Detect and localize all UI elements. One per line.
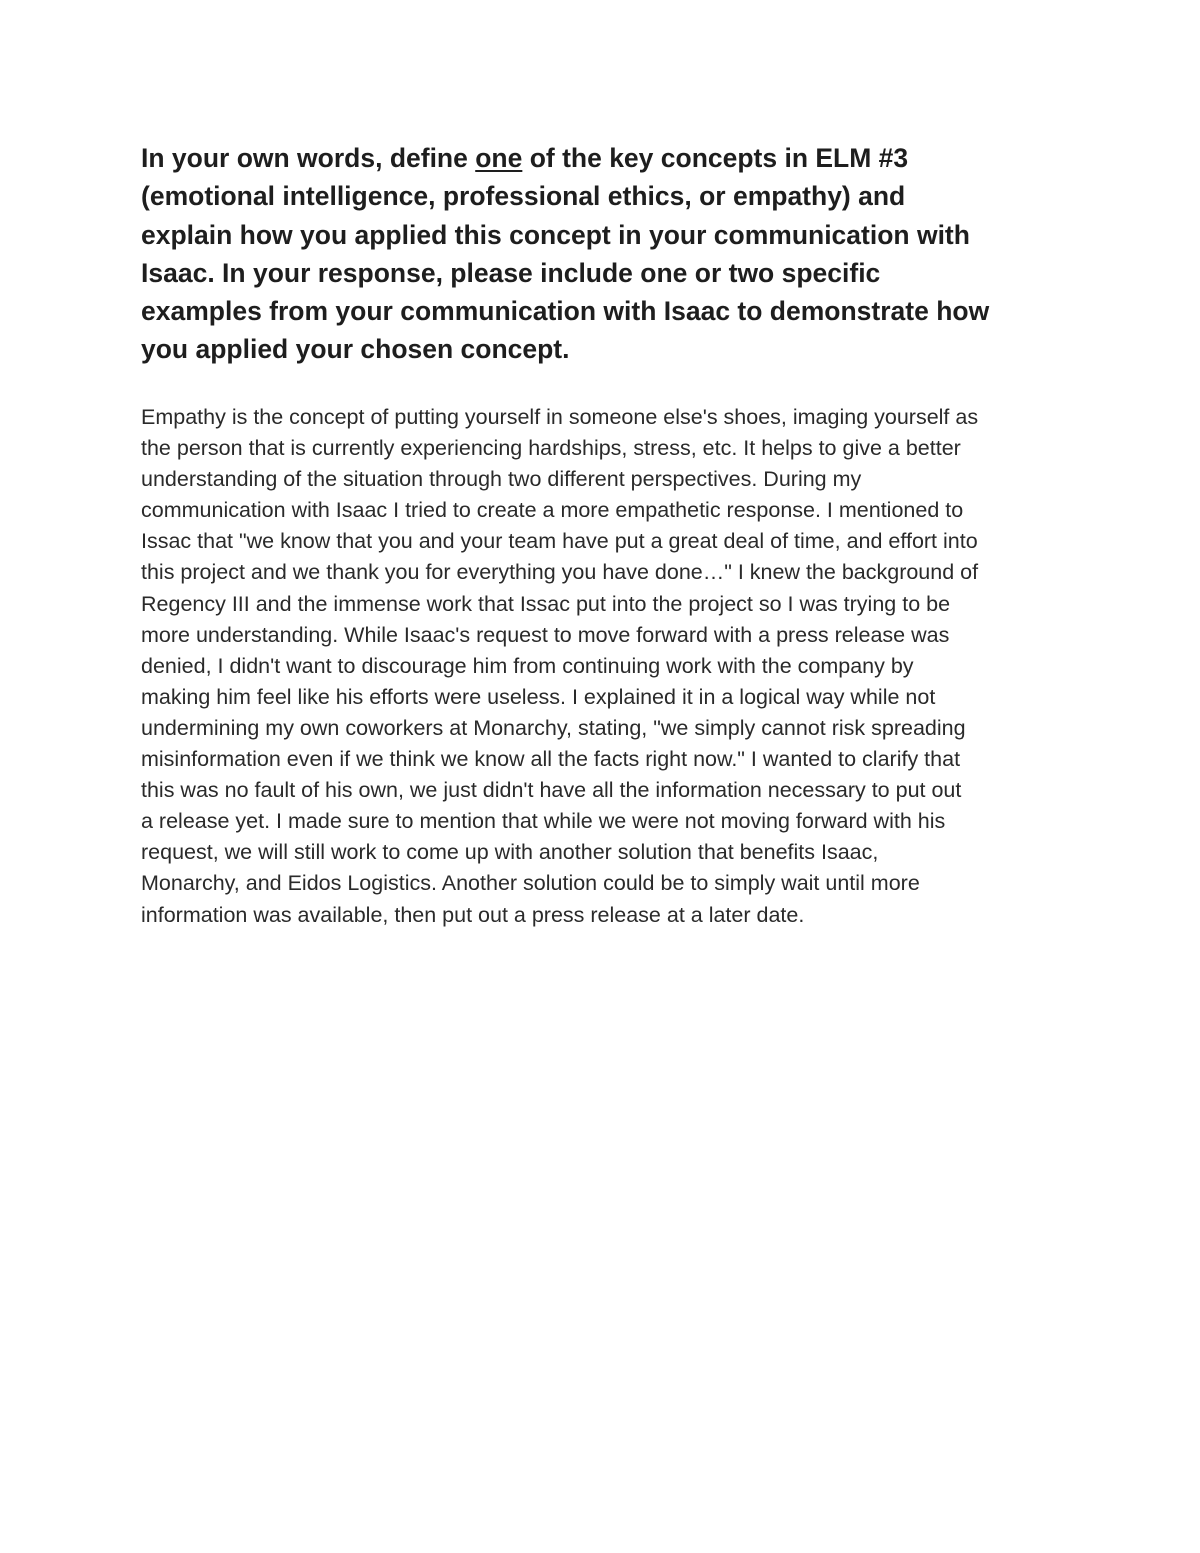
response-paragraph [141, 402, 1071, 931]
prompt-line-4: Isaac. In your response, please include one or two specific [141, 257, 881, 288]
prompt-line-3: explain how you applied this concept in your communication with [141, 219, 970, 250]
response-line: Issac that "we know that you and your team have put a great deal of time, and effort into [141, 529, 978, 554]
prompt-underlined-word: one [475, 143, 523, 173]
assignment-prompt [141, 139, 1071, 369]
response-line: more understanding. While Isaac's request to move forward with a press release was [141, 622, 950, 647]
prompt-line-1 [141, 139, 1071, 177]
response-line: communication with Isaac I tried to create a more empathetic response. I mentioned to [141, 498, 964, 523]
prompt-line-6: you applied your chosen concept. [141, 334, 570, 365]
prompt-text-rest: of the key concepts in ELM #3 [522, 143, 909, 173]
response-line: information was available, then put out a press release at a later date. [141, 902, 805, 927]
response-line: Regency III and the immense work that Issac put into the project so I was trying to be [141, 591, 951, 616]
response-line: making him feel like his efforts were useless. I explained it in a logical way while not [141, 684, 936, 709]
response-line: understanding of the situation through two different perspectives. During my [141, 467, 862, 492]
response-line: a release yet. I made sure to mention that while we were not moving forward with his [141, 809, 946, 834]
response-line: Monarchy, and Eidos Logistics. Another solution could be to simply wait until more [141, 871, 920, 896]
response-line: this was no fault of his own, we just didn't have all the information necessary to put out [141, 778, 962, 803]
response-line: this project and we thank you for everything you have done…" I knew the background of [141, 560, 979, 585]
prompt-text-start: In your own words, define [141, 143, 476, 173]
response-line: the person that is currently experiencing hardships, stress, etc. It helps to give a better [141, 436, 961, 461]
response-line: denied, I didn't want to discourage him from continuing work with the company by [141, 653, 914, 678]
response-line: request, we will still work to come up with another solution that benefits Isaac, [141, 840, 879, 865]
response-line: undermining my own coworkers at Monarchy, stating, "we simply cannot risk spreading [141, 715, 966, 740]
prompt-line-5: examples from your communication with Isaac to demonstrate how [141, 296, 990, 327]
prompt-line-2: (emotional intelligence, professional ethics, or empathy) and [141, 181, 906, 212]
response-line: misinformation even if we think we know all the facts right now." I wanted to clarify that [141, 747, 961, 772]
response-line: Empathy is the concept of putting yourself in someone else's shoes, imaging yourself as [141, 405, 979, 429]
